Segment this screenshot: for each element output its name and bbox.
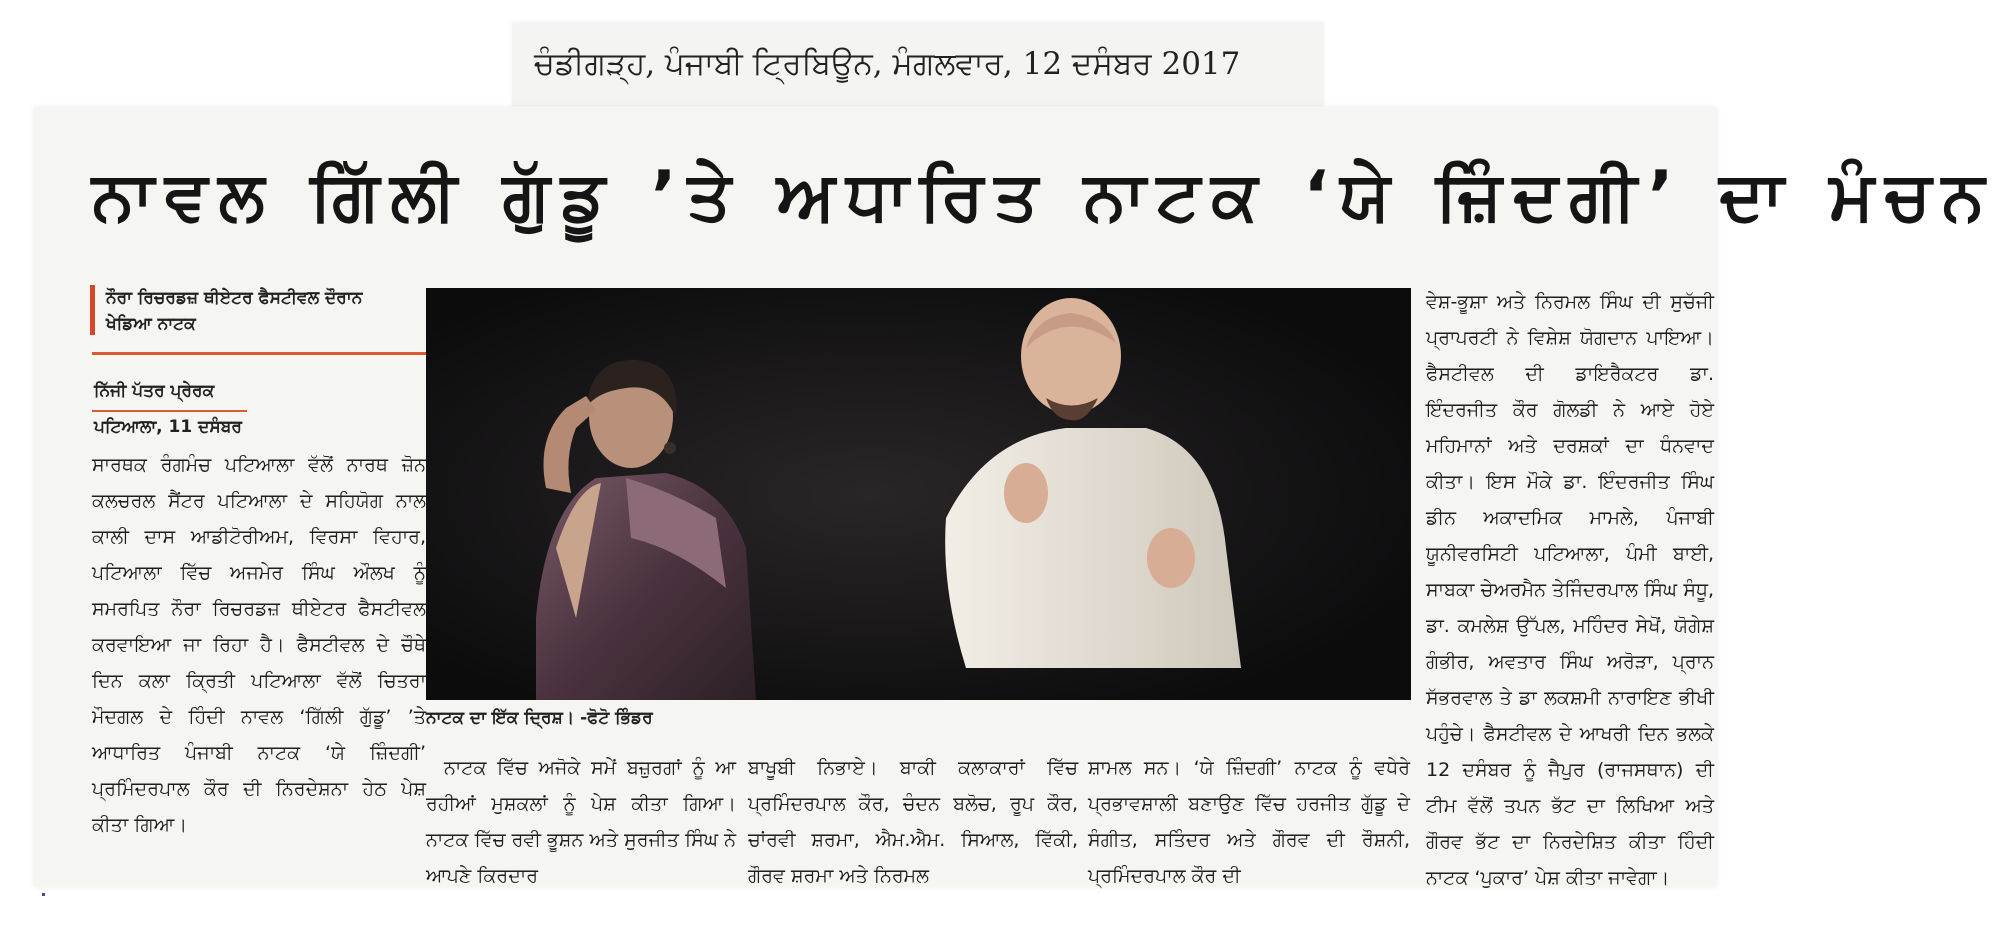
- dateline-strip: [512, 22, 1324, 106]
- article-kicker: ਨੌਰਾ ਰਿਚਰਡਜ਼ ਥੀਏਟਰ ਫੈਸਟੀਵਲ ਦੌਰਾਨ ਖੇਡਿਆ ਨਾਟਕ: [106, 288, 363, 334]
- article-clipping: [34, 107, 1996, 889]
- article-headline: ਨਾਵਲ ਗਿੱਲੀ ਗੁੱਡੂ ’ਤੇ ਅਧਾਰਿਤ ਨਾਟਕ ‘ਯੇ ਜ਼ਿੰਦਗੀ’ ਦਾ ਮੰਚਨ: [92, 157, 1996, 236]
- byline-underline: [92, 410, 247, 412]
- article-column-5: ਵੇਸ਼-ਭੂਸ਼ਾ ਅਤੇ ਨਿਰਮਲ ਸਿੰਘ ਦੀ ਸੁਚੱਜੀ ਪ੍ਰਾਪਰਟੀ ਨੇ ਵਿਸ਼ੇਸ਼ ਯੋਗਦਾਨ ਪਾਇਆ। ਫੈਸਟੀਵਲ ਦੀ ਡਾਇਰੈਕਟਰ ਡਾ. ਇੰਦਰਜੀਤ ਕੌਰ ਗੋਲਡੀ ਨੇ ਆਏ ਹੋਏ ਮਹਿਮਾਨਾਂ ਅਤੇ ਦਰਸ਼ਕਾਂ ਦਾ ਧੰਨਵਾਦ ਕੀਤਾ। ਇਸ ਮੌਕੇ ਡਾ. ਇੰਦਰਜੀਤ ਸਿੰਘ ਡੀਨ ਅਕਾਦਮਿਕ ਮਾਮਲੇ, ਪੰਜਾਬੀ ਯੂਨੀਵਰਸਿਟੀ ਪਟਿਆਲਾ, ਪੰਮੀ ਬਾਈ, ਸਾਬਕਾ ਚੇਅਰਮੈਨ ਤੇਜਿੰਦਰਪਾਲ ਸਿੰਘ ਸੰਧੂ, ਡਾ. ਕਮਲੇਸ਼ ਉੱਪਲ, ਮਹਿੰਦਰ ਸੇਖੋਂ, ਯੋਗੇਸ਼ ਗੰਭੀਰ, ਅਵਤਾਰ ਸਿੰਘ ਅਰੋੜਾ, ਪ੍ਰਾਨ ਸੱਭਰਵਾਲ ਤੇ ਡਾ ਲਕਸ਼ਮੀ ਨਾਰਾਇਣ ਭੀਖੀ ਪਹੁੰਚੇ। ਫੈਸਟੀਵਲ ਦੇ ਆਖਰੀ ਦਿਨ ਭਲਕੇ 12 ਦਸੰਬਰ ਨੂੰ ਜੈਪੁਰ (ਰਾਜਸਥਾਨ) ਦੀ ਟੀਮ ਵੱਲੋਂ ਤਪਨ ਭੱਟ ਦਾ ਲਿਖਿਆ ਅਤੇ ਗੌਰਵ ਭੱਟ ਦਾ ਨਿਰਦੇਸ਼ਿਤ ਕੀਤਾ ਹਿੰਦੀ ਨਾਟਕ ‘ਪੁਕਾਰ’ ਪੇਸ਼ ਕੀਤਾ ਜਾਵੇਗਾ।: [1426, 291, 1714, 889]
- article-column-4: ਸ਼ਾਮਲ ਸਨ। ‘ਯੇ ਜ਼ਿੰਦਗੀ’ ਨਾਟਕ ਨੂੰ ਵਧੇਰੇ ਪ੍ਰਭਾਵਸ਼ਾਲੀ ਬਣਾਉਣ ਵਿੱਚ ਹਰਜੀਤ ਗੁੱਡੂ ਦੇ ਸੰਗੀਤ, ਸਤਿੰਦਰ ਅਤੇ ਗੌਰਵ ਦੀ ਰੌਸ਼ਨੀ, ਪ੍ਰਮਿੰਦਰਪਾਲ ਕੌਰ ਦੀ: [1088, 757, 1410, 887]
- photo-caption: ਨਾਟਕ ਦਾ ਇੱਕ ਦ੍ਰਿਸ਼। -ਫੋਟੋ ਭਿੰਡਰ: [426, 708, 653, 728]
- article-byline: ਨਿੱਜੀ ਪੱਤਰ ਪ੍ਰੇਰਕ: [94, 381, 215, 401]
- kicker-divider: [92, 352, 426, 355]
- article-column-1: ਸਾਰਥਕ ਰੰਗਮੰਚ ਪਟਿਆਲਾ ਵੱਲੋਂ ਨਾਰਥ ਜ਼ੋਨ ਕਲਚਰਲ ਸੈਂਟਰ ਪਟਿਆਲਾ ਦੇ ਸਹਿਯੋਗ ਨਾਲ ਕਾਲੀ ਦਾਸ ਆਡੀਟੋਰੀਅਮ, ਵਿਰਸਾ ਵਿਹਾਰ, ਪਟਿਆਲਾ ਵਿੱਚ ਅਜਮੇਰ ਸਿੰਘ ਔਲਖ ਨੂੰ ਸਮਰਪਿਤ ਨੌਰਾ ਰਿਚਰਡਜ਼ ਥੀਏਟਰ ਫੈਸਟੀਵਲ ਕਰਵਾਇਆ ਜਾ ਰਿਹਾ ਹੈ। ਫੈਸਟੀਵਲ ਦੇ ਚੌਥੇ ਦਿਨ ਕਲਾ ਕ੍ਰਿਤੀ ਪਟਿਆਲਾ ਵੱਲੋਂ ਚਿਤਰਾ ਮੌਦਗਲ ਦੇ ਹਿੰਦੀ ਨਾਵਲ ‘ਗਿੱਲੀ ਗੁੱਡੂ’ ’ਤੇ ਆਧਾਰਿਤ ਪੰਜਾਬੀ ਨਾਟਕ ‘ਯੇ ਜ਼ਿੰਦਗੀ’ ਪ੍ਰਮਿੰਦਰਪਾਲ ਕੌਰ ਦੀ ਨਿਰਦੇਸ਼ਨਾ ਹੇਠ ਪੇਸ਼ ਕੀਤਾ ਗਿਆ।: [92, 454, 426, 836]
- article-column-3: ਬਾਖੂਬੀ ਨਿਭਾਏ। ਬਾਕੀ ਕਲਾਕਾਰਾਂ ਵਿੱਚ ਪ੍ਰਮਿੰਦਰਪਾਲ ਕੌਰ, ਚੰਦਨ ਬਲੋਚ, ਰੂਪ ਕੌਰ, ਚਾਂਰਵੀ ਸ਼ਰਮਾ, ਐਮ.ਐਮ. ਸਿਆਲ, ਵਿੱਕੀ, ਗੌਰਵ ਸ਼ਰਮਾ ਅਤੇ ਨਿਰਮਲ: [748, 757, 1078, 887]
- stage-photo-illustration: [426, 288, 1411, 700]
- scan-speck: [42, 893, 45, 896]
- kicker-accent-bar: [90, 285, 95, 335]
- article-dateline: ਪਟਿਆਲਾ, 11 ਦਸੰਬਰ: [94, 417, 242, 437]
- dateline-text: ਚੰਡੀਗੜ੍ਹ, ਪੰਜਾਬੀ ਟ੍ਰਿਬਿਊਨ, ਮੰਗਲਵਾਰ, 12 ਦਸੰਬਰ 2017: [534, 46, 1241, 82]
- article-photo: [426, 288, 1411, 700]
- article-column-2: ਨਾਟਕ ਵਿੱਚ ਅਜੋਕੇ ਸਮੇਂ ਬਜ਼ੁਰਗਾਂ ਨੂੰ ਆ ਰਹੀਆਂ ਮੁਸ਼ਕਲਾਂ ਨੂੰ ਪੇਸ਼ ਕੀਤਾ ਗਿਆ। ਨਾਟਕ ਵਿੱਚ ਰਵੀ ਭੂਸ਼ਨ ਅਤੇ ਸੁਰਜੀਤ ਸਿੰਘ ਨੇ ਆਪਣੇ ਕਿਰਦਾਰ: [426, 757, 736, 887]
